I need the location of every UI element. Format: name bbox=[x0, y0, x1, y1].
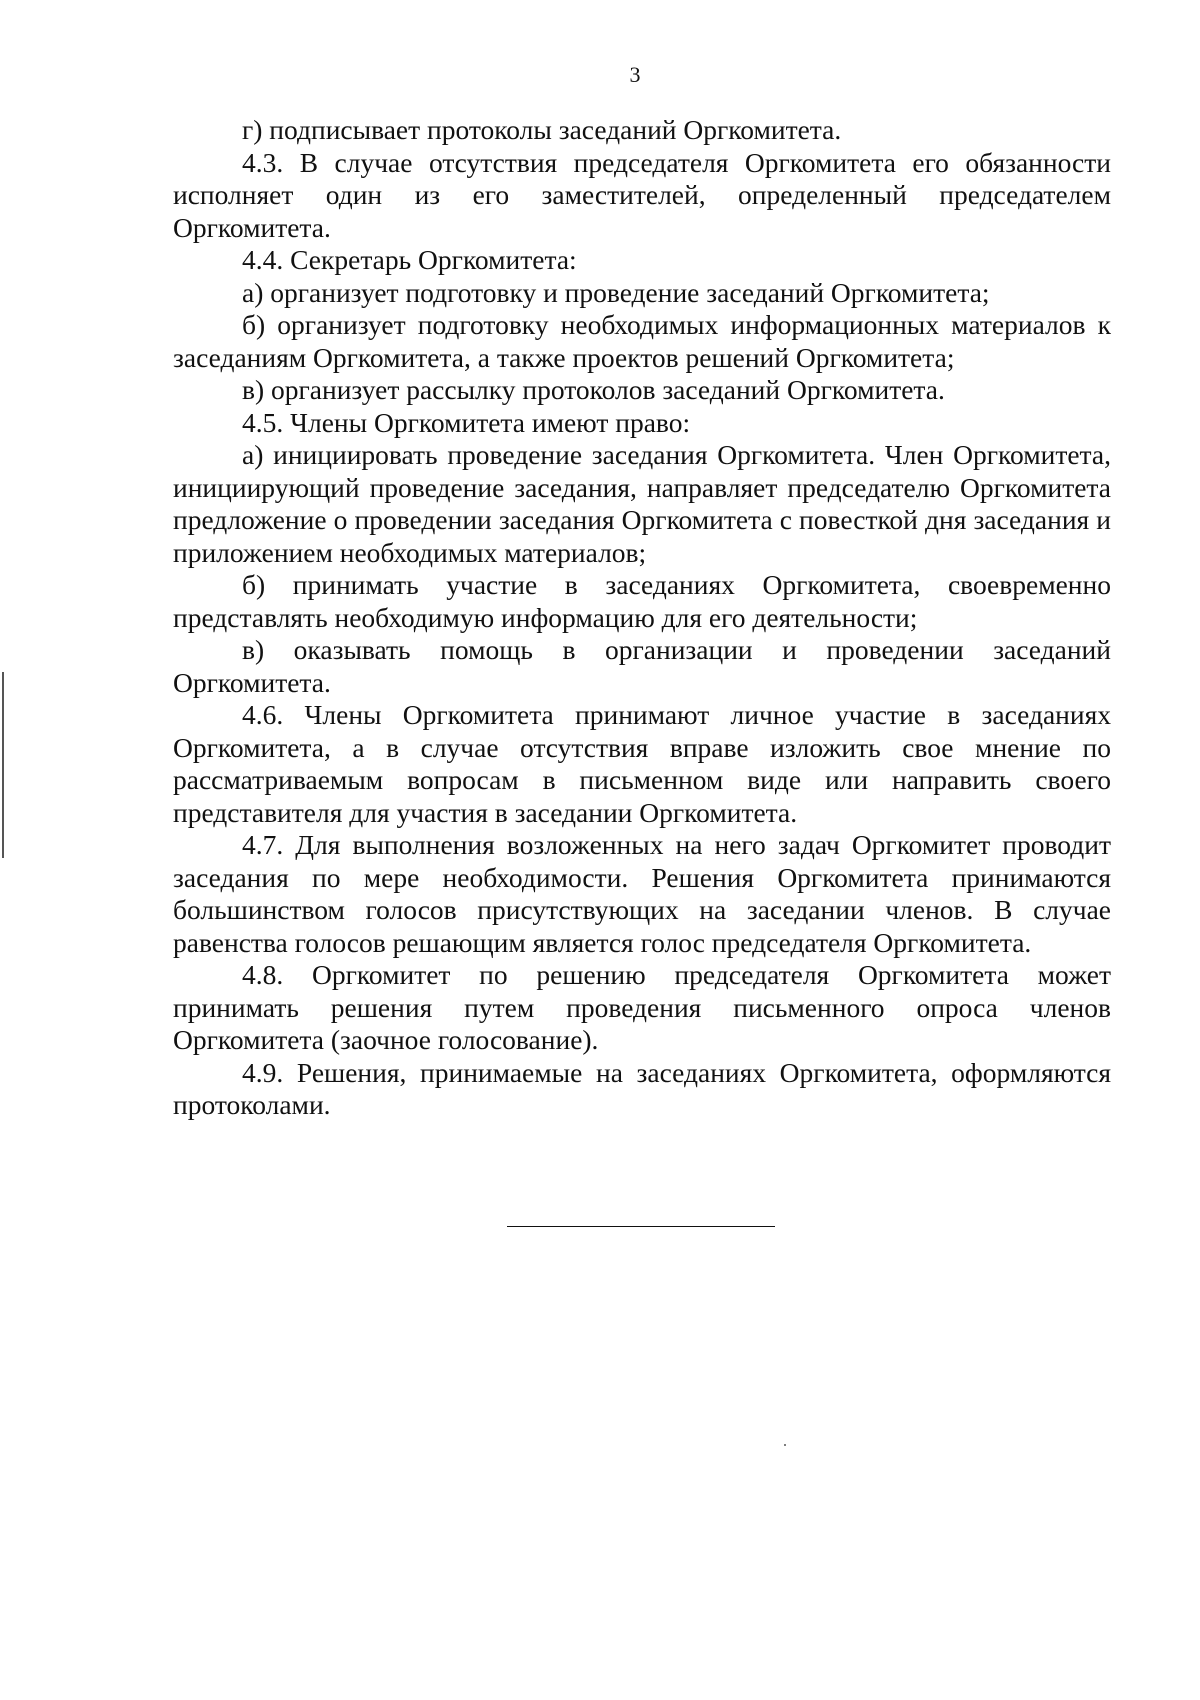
paragraph-4-4-v: в) организует рассылку протоколов заседаний Оргкомитета. bbox=[242, 374, 945, 405]
scan-edge-mark bbox=[2, 672, 4, 858]
paragraph-4-9: 4.9. Решения, принимаемые на заседаниях Оргкомитета, оформляются протоколами. bbox=[173, 1056, 1111, 1120]
paragraph-4-7: 4.7. Для выполнения возложенных на него задач Оргкомитет проводит заседания по мере необходимости. Решения Оргкомитета принимаются большинством голосов присутствующих на заседании членов. В случае равенства голосов решающим является голос председателя Оргкомитета. bbox=[173, 829, 1111, 958]
paragraph-4-3: 4.3. В случае отсутствия председателя Оргкомитета его обязанности исполняет один из его заместителей, определенный председателем Оргкомитета. bbox=[173, 146, 1111, 243]
page-number: 3 bbox=[629, 62, 641, 87]
end-divider-line bbox=[507, 1226, 775, 1227]
paragraph-4-5: 4.5. Члены Оргкомитета имеют право: bbox=[242, 406, 691, 438]
paragraph-4-4: 4.4. Секретарь Оргкомитета: bbox=[242, 244, 577, 275]
paragraph-4-6: 4.6. Члены Оргкомитета принимают личное участие в заседаниях Оргкомитета, а в случае отсутствия вправе изложить свое мнение по рассматриваемым вопросам в письменном виде или направить своего представителя для участия в заседании Оргкомитета. bbox=[173, 699, 1111, 828]
scan-speck bbox=[784, 1444, 786, 1446]
paragraph-4-5-v: в) оказывать помощь в организации и проведении заседаний Оргкомитета. bbox=[173, 634, 1111, 698]
paragraph-4-5-b: б) принимать участие в заседаниях Оргкомитета, своевременно представлять необходимую информацию для его деятельности; bbox=[173, 569, 1111, 633]
paragraph-4-4-b: б) организует подготовку необходимых информационных материалов к заседаниям Оргкомитета, а также проектов решений Оргкомитета; bbox=[173, 309, 1111, 373]
paragraph-4-8: 4.8. Оргкомитет по решению председателя Оргкомитета может принимать решения путем проведения письменного опроса членов Оргкомитета (заочное голосование). bbox=[173, 959, 1111, 1055]
document-body bbox=[173, 114, 1111, 1122]
paragraph-4-5-a: а) инициировать проведение заседания Оргкомитета. Член Оргкомитета, инициирующий проведение заседания, направляет председателю Оргкомитета предложение о проведении заседания Оргкомитета с повесткой дня заседания и приложением необходимых материалов; bbox=[173, 439, 1111, 568]
paragraph-4-2-g: г) подписывает протоколы заседаний Оргкомитета. bbox=[242, 114, 842, 145]
paragraph-4-4-a: а) организует подготовку и проведение заседаний Оргкомитета; bbox=[242, 276, 990, 308]
